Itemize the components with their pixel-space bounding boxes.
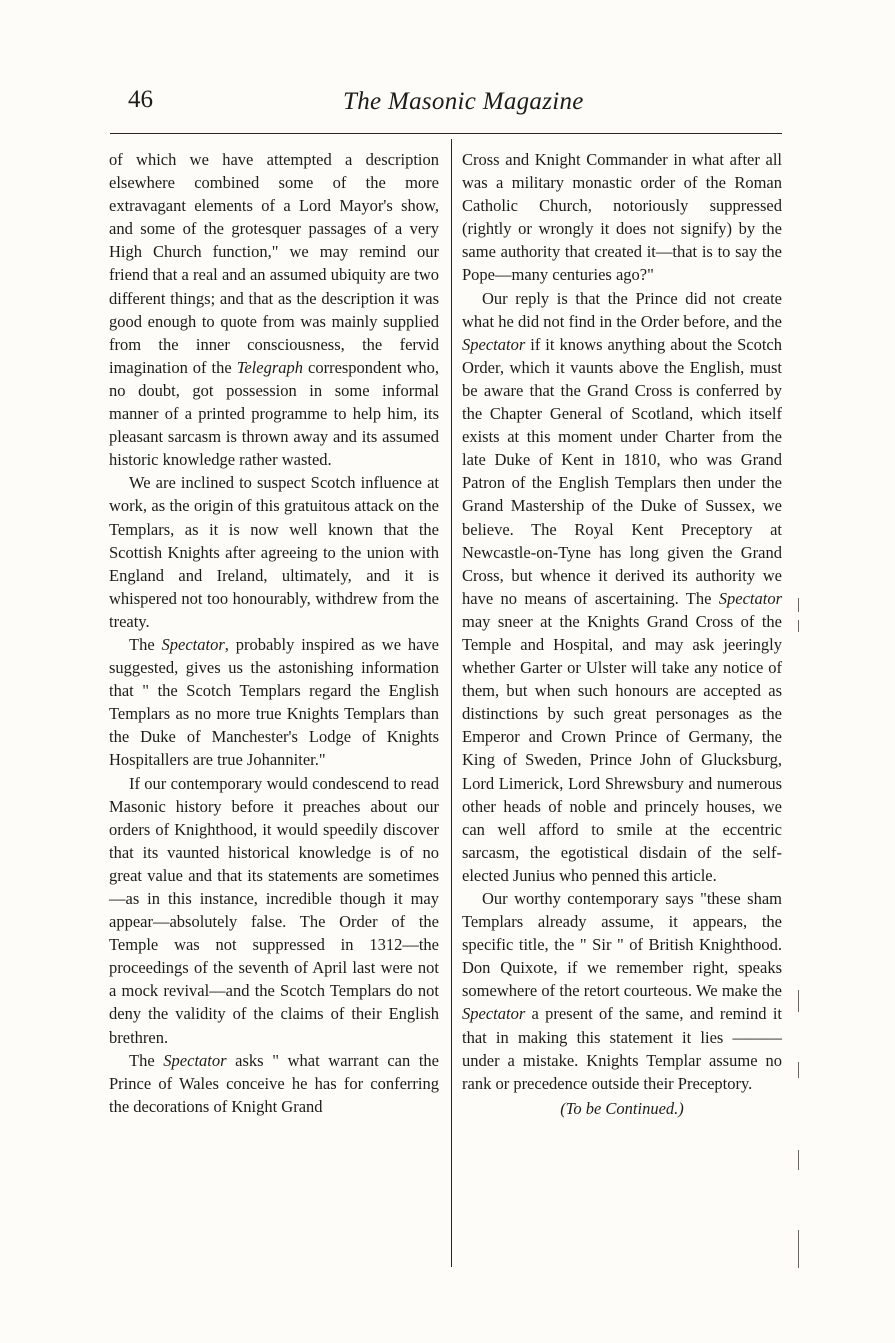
margin-mark: [798, 1150, 799, 1170]
header-rule: [110, 133, 782, 134]
paragraph: of which we have attempted a description elsewhere combined some of the more extravagant elements of a Lord Mayor's show, and some of the grotesquer passages of a very High Church function," we may remind our friend that a real and an assumed ubiquity are two different things; and that as the description it was good enough to quote from was mainly supplied from the inner consciousness, the fervid imagination of the Telegraph correspondent who, no doubt, got possession in some informal manner of a printed programme to help him, its pleasant sarcasm is thrown away and its assumed historic knowledge rather wasted.: [109, 150, 439, 470]
paragraph: The Spectator asks " what warrant can the Prince of Wales conceive he has for conferring the decorations of Knight Grand: [109, 1050, 440, 1116]
left-column: [109, 148, 439, 1118]
running-title: The Masonic Magazine: [343, 88, 584, 115]
margin-mark: [798, 598, 799, 612]
margin-mark: [798, 1230, 799, 1268]
column-divider: [451, 139, 452, 1267]
paragraph: Cross and Knight Commander in what after all was a military monastic order of the Roman Catholic Church, notoriously suppressed (rightly or wrongly it does not signify) by the same authority that created it—that is to say the Pope—many centuries ago?": [462, 150, 782, 285]
page-number: 46: [128, 86, 153, 113]
right-column: [462, 148, 782, 1120]
margin-mark: [798, 1062, 799, 1078]
margin-mark: [798, 620, 799, 632]
paragraph: We are inclined to suspect Scotch influence at work, as the origin of this gratuitous attack on the Templars, as it is now well known that the Scottish Knights after agreeing to the union with England and Ireland, ultimately, and it is whispered not too honourably, withdrew from the treaty.: [109, 473, 439, 631]
continued-note: (To be Continued.): [560, 1098, 684, 1118]
paragraph: Our reply is that the Prince did not create what he did not find in the Order before, and the Spectator if it knows anything about the Scotch Order, which it vaunts above the English, must be aware that the Grand Cross is conferred by the Chapter General of Scotland, which itself exists at this moment under Charter from the late Duke of Kent in 1810, who was Grand Patron of the English Templars then under the Grand Mastership of the Duke of Sussex, we believe. The Royal Kent Preceptory at Newcastle-on-Tyne has long given the Grand Cross, but whence it derived its authority we have no means of ascertaining. The Spectator may sneer at the Knights Grand Cross of the Temple and Hospital, and may ask jeeringly whether Garter or Ulster will take any notice of them, but when such honours are accepted as distinctions by such great personages as the Emperor and Crown Prince of Germany, the King of Sweden, Prince John of Glucksburg, Lord Limerick, Lord Shrewsbury and numerous other heads of noble and princely houses, we can well afford to smile at the eccentric sarcasm, the egotistical disdain of the self-elected Junius who penned this article.: [462, 288, 782, 885]
paragraph: The Spectator, probably inspired as we have suggested, gives us the astonishing information that " the Scotch Templars regard the English Templars as no more true Knights Templars than the Duke of Manchester's Lodge of Knights Hospitallers are true Johanniter.": [109, 634, 439, 770]
paragraph: If our contemporary would condescend to read Masonic history before it preaches about our orders of Knighthood, it would speedily discover that its vaunted historical knowledge is of no great value and that its statements are sometimes—as in this instance, incredible though it may appear—absolutely false. The Order of the Temple was not suppressed in 1312—the proceedings of the seventh of April last were not a mock revival—and the Scotch Templars do not deny the validity of the claims of their English brethren.: [109, 773, 439, 1047]
paragraph: Our worthy contemporary says "these sham Templars already assume, it appears, the specific title, the " Sir " of British Knighthood. Don Quixote, if we remember right, speaks somewhere of the retort courteous. We make the Spectator a present of the same, and remind it that in making this statement it lies ——— under a mistake. Knights Templar assume no rank or precedence outside their Preceptory.: [462, 889, 782, 1093]
margin-mark: [798, 990, 799, 1012]
page-header: [128, 86, 778, 122]
